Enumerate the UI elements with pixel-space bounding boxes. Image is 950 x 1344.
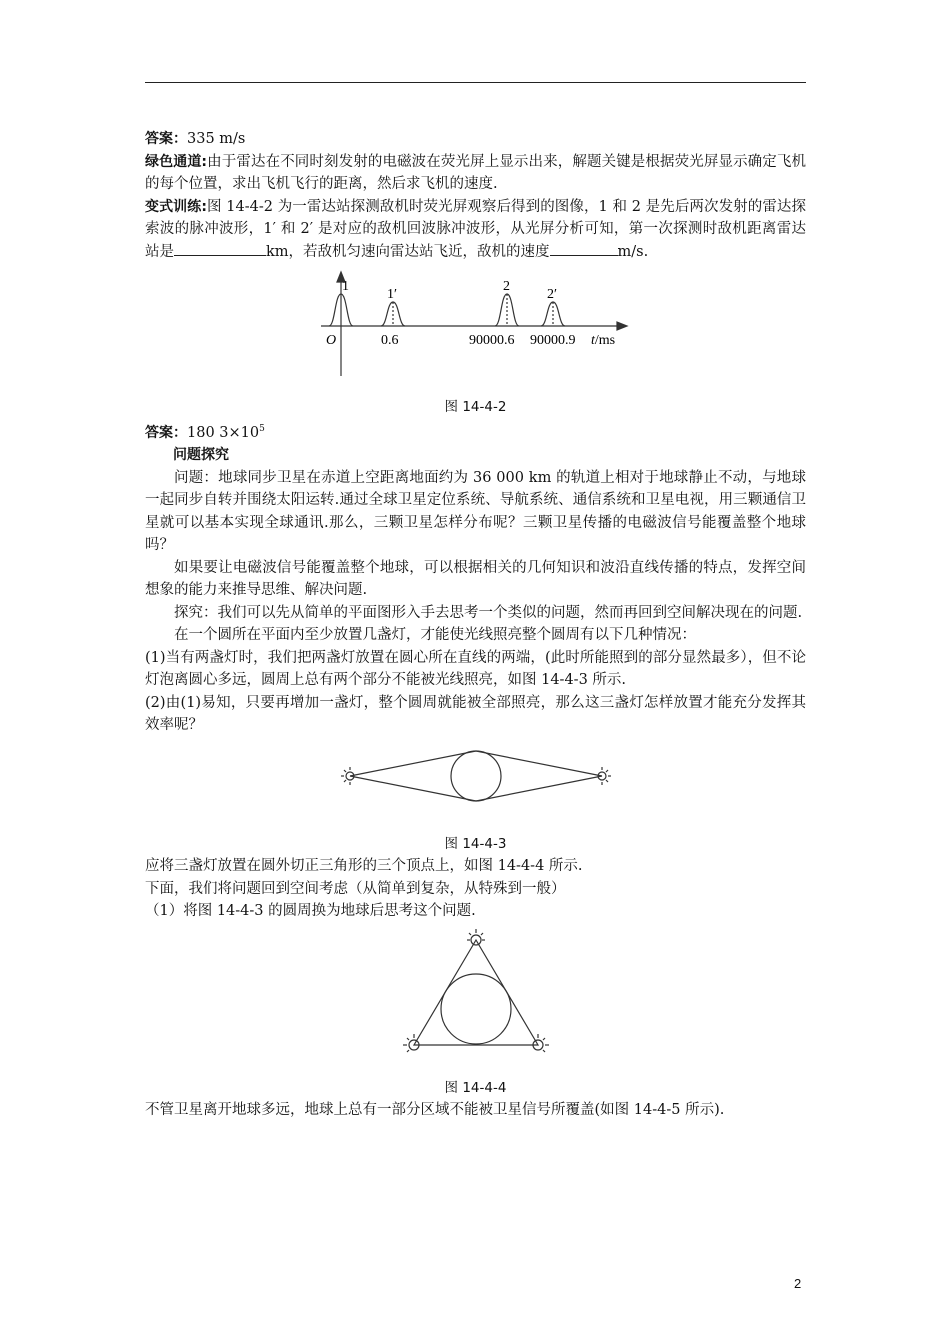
answer-blank-1[interactable] — [174, 241, 266, 256]
pulse-label-1: 1 — [341, 279, 349, 294]
paragraph-earth: （1）将图 14-4-3 的圆周换为地球后思考这个问题. — [145, 903, 476, 919]
radar-pulse-figure — [311, 268, 641, 380]
caption-14-4-3: 图 14-4-3 — [444, 835, 507, 852]
green-channel: 绿色通道:由于雷达在不同时刻发射的电磁波在荧光屏上显示出来，解题关键是根据荧光屏显示确定飞机的每个位置，求出飞机飞行的距离，然后求飞机的速度. — [145, 153, 806, 192]
paragraph-3: 探究：我们可以先从简单的平面图形入手去思考一个类似的问题，然而再回到空间解决现在的问题. — [174, 604, 803, 621]
paragraph-space: 下面，我们将问题回到空间考虑（从简单到复杂，从特殊到一般） — [145, 880, 566, 897]
paragraph-three-lamps: 应将三盏灯放置在圆外切正三角形的三个顶点上，如图 14-4-4 所示. — [145, 858, 583, 874]
answer-1: 答案：335 m/s — [145, 131, 246, 147]
origin-label: O — [325, 333, 336, 348]
axis-label: t/ms — [590, 333, 615, 348]
section-heading: 问题探究 — [173, 447, 229, 463]
three-lamps-figure — [396, 927, 556, 1057]
pulse-label-2: 2 — [502, 279, 510, 294]
paragraph-case-1: (1)当有两盏灯时，我们把两盏灯放置在圆心所在直线的两端，(此时所能照到的部分显然最多），但不论灯泡离圆心多远，圆周上总有两个部分不能被光线照亮，如图 14-4-3 所示. — [145, 649, 806, 688]
variant-exercise: 变式训练:图 14-4-2 为一雷达站探测敌机时荧光屏观察后得到的图像，1 和 2 是先后两次发射的雷达探索波的脉冲波形，1′ 和 2′ 是对应的敌机回波脉冲波形，从光屏分析可知，第一次探测时敌机距离雷达站是 km，若敌机匀速向雷达站飞近，敌机的速度 m/s. — [145, 198, 806, 260]
question-paragraph: 问题：地球同步卫星在赤道上空距离地面约为 36 000 km 的轨道上相对于地球静止不动，与地球一起同步自转并围绕太阳运转.通过全球卫星定位系统、导航系统、通信系统和卫星电视，用三颗通信卫星就可以基本实现全球通讯.那么，三颗卫星怎样分布呢？三颗卫星传播的电磁波信号能覆盖整个地球吗？ — [145, 469, 806, 553]
answer-blank-2-tail — [608, 241, 618, 256]
tick-90000.6: 90000.6 — [468, 333, 514, 348]
paragraph-4: 在一个圆所在平面内至少放置几盏灯，才能使光线照亮整个圆周有以下几种情况： — [174, 627, 696, 643]
page-content — [145, 128, 806, 1122]
pulse-label-2-prime: 2′ — [546, 287, 557, 302]
paragraph-coverage: 不管卫星离开地球多远，地球上总有一部分区域不能被卫星信号所覆盖(如图 14-4-5 所示). — [145, 1102, 725, 1118]
page-number: 2 — [794, 1276, 802, 1291]
header-rule — [145, 82, 806, 83]
tick-0.6: 0.6 — [380, 333, 398, 348]
two-lamps-figure — [336, 741, 616, 811]
caption-14-4-4: 图 14-4-4 — [444, 1079, 507, 1096]
paragraph-2: 如果要让电磁波信号能覆盖整个地球，可以根据相关的几何知识和波沿直线传播的特点，发挥空间想象的能力来推导思维、解决问题. — [145, 559, 806, 598]
answer-2: 答案：180 $3\times 10^5$ — [145, 423, 265, 441]
paragraph-case-2: (2)由(1)易知，只要再增加一盏灯，整个圆周就能被全部照亮，那么这三盏灯怎样放置才能充分发挥其效率呢？ — [145, 694, 806, 733]
pulse-label-1-prime: 1′ — [386, 287, 397, 302]
answer-blank-2[interactable] — [550, 241, 608, 256]
caption-14-4-2: 图 14-4-2 — [444, 399, 507, 415]
tick-90000.9: 90000.9 — [529, 333, 575, 348]
